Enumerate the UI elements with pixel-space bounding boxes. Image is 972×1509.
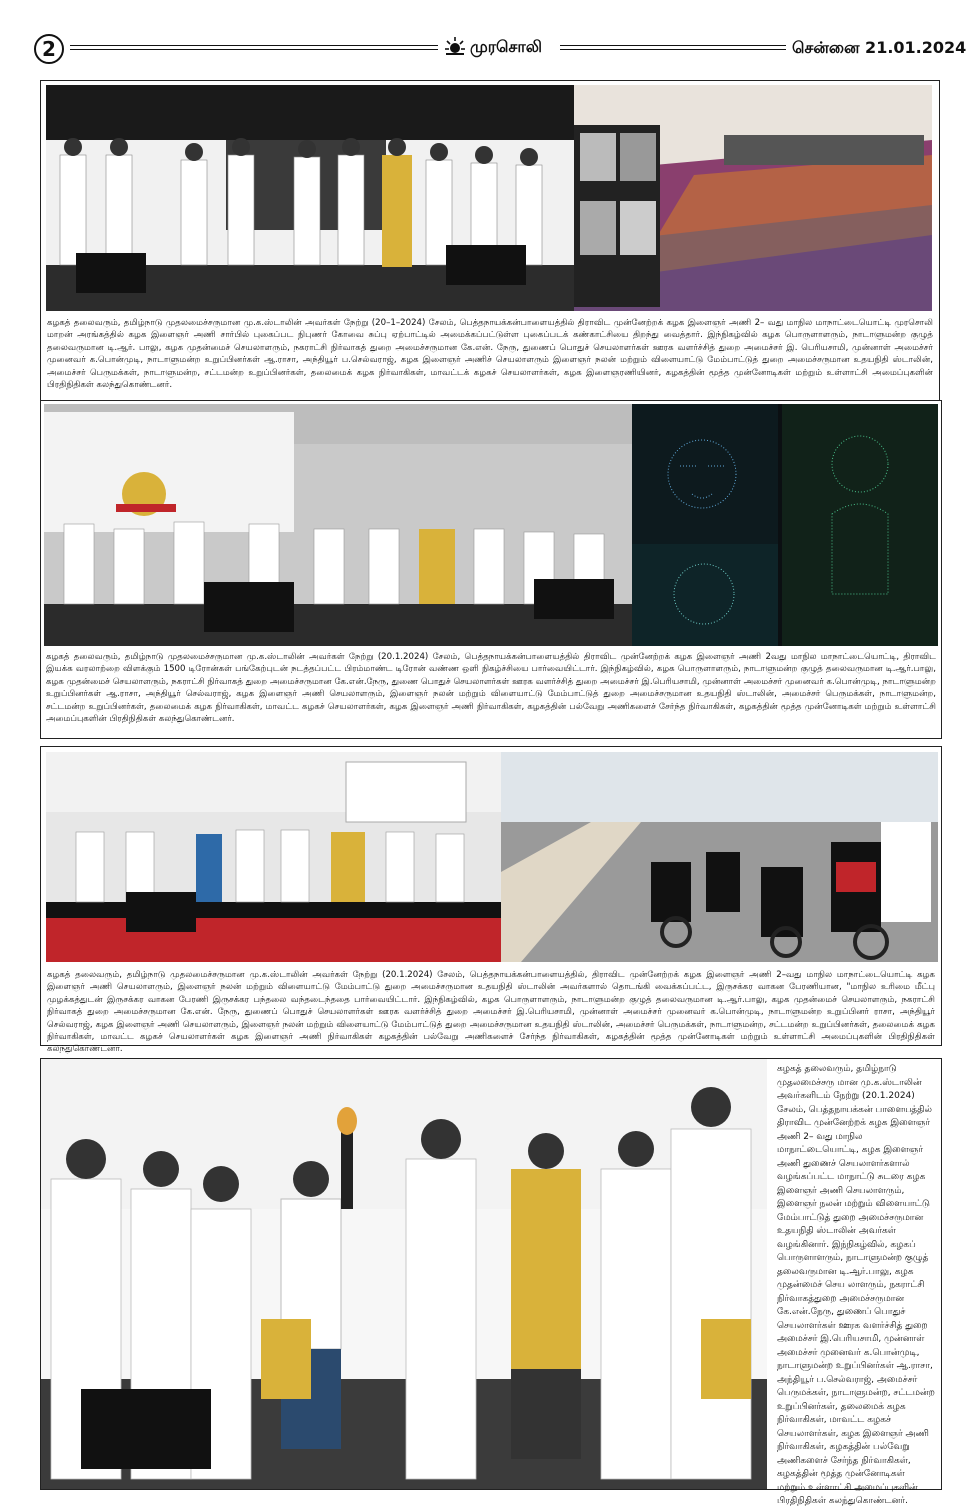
story-panel-1 bbox=[40, 80, 940, 402]
photo-drone-show bbox=[632, 404, 938, 646]
story-caption-3: கழகத் தலைவரும், தமிழ்நாடு முதலமைச்சருமான மு.க.ஸ்டாலின் அவர்கள் நேற்று (20.1.2024) சேலம், பெத்தநாயக்கன்பாளையத்தில், திராவிட முன்னேற்றக் கழக இளைஞர் அணி 2–வது மாநில மாநாட்டையொட்டி கழக இளைஞர் அணி செயலாளரும், இளைஞர் நலன் மற்றும் விளையாட்டு மேம்பாட்டு துறை அமைச்சருமான உதயநிதி ஸ்டாலின் அவர்களால் தொடங்கி வைக்கப்பட்ட, இருசக்கர வாகன பேரணியான, "மாநில உரிமை மீட்பு முழக்கத்துடன் இருசக்கர வாகன பேரணி இருசக்கர பந்தலை வந்தடைந்ததை பார்வையிட்டார். இந்நிகழ்வில், கழக பொருளாளரும், நாடாளுமன்ற குழுத் தலைவருமான டி.ஆர்.பாலு, கழக முதன்மைச் செயலாளரும், நகராட்சி நிர்வாகத் துறை அமைச்சருமான கே.என். நேரு, துணைப் பொதுச் செயலாளர்கள் ஊரக வளர்ச்சித் துறை அமைச்சர் இ.பெரியசாமி, முன்னாள் அமைச்சர் முனைவர் க.பொன்முடி, நாடாளுமன்ற உறுப்பினர் ராசா, அந்தியூர் செல்வராஜ், கழக இளைஞர் அணி செயலாளரும், இளைஞர் நலன் மற்றும் விளையாட்டு மேம்பாட்டுத் துறை அமைச்சருமான உதயநிதி ஸ்டாலின், அமைச்சர் பெருமக்கள், நாடாளுமன்ற, சட்டமன்ற உறுப்பினர்கள், தலைமைக் கழக நிர்வாகிகள், மாவட்ட கழகச் செயலாளர்கள் கழக இளைஞர் அணி நிர்வாகிகள் கழகத்தின் பல்வேறு அணிகளைச் சேர்ந்த நிர்வாகிகள், கழகத்தின் மூத்த முன்னோடிகள் மற்றும் உள்ளாட்சி அமைப்புகளின் பிரதிநிதிகள் கலந்துகொண்டனர். bbox=[47, 970, 935, 1055]
page-number: 2 bbox=[34, 34, 64, 64]
photo-seated-leaders bbox=[44, 404, 632, 646]
photo-stage-audience bbox=[46, 752, 501, 962]
story-panel-2 bbox=[40, 400, 942, 739]
brand bbox=[444, 36, 556, 60]
masthead-rule-right bbox=[560, 45, 786, 50]
brand-name: முரசொலி bbox=[470, 37, 542, 56]
photo-exhibition-hall bbox=[574, 85, 932, 311]
masthead-rule-left bbox=[70, 45, 438, 50]
masthead bbox=[20, 34, 967, 66]
story-caption-4: கழகத் தலைவரும், தமிழ்நாடு முதலமைச்சரு மான மு.க.ஸ்டாலின் அவர்களிடம் நேற்று (20.1.2024) சேலம், பெத்தநாயக்கன் பாளையத்தில் திராவிட முன்னேற்றக் கழக இளைஞர் அணி 2– வது மாநில மாநாட்டையொட்டி, கழக இளைஞர் அணி துணைச் செயலாளர்களால் வழங்கப்பட்ட மாநாட்டு சுடரை கழக இளைஞர் அணி செயலாளரும், இளைஞர் நலன் மற்றும் விளையாட்டு மேம்பாட்டுத் துறை அமைச்சருமான உதயநிதி ஸ்டாலின் அவர்கள் வழங்கினார். இந்நிகழ்வில், கழகப் பொருளாளரும், நாடாளுமன்ற குழுத் தலைவருமான டி.ஆர்.பாலு, கழக முதன்மைச் செய லாளரும், நகராட்சி நிர்வாகத்துறை அமைச்சருமான கே.என்.நேரு, துணைப் பொதுச் செயலாளர்கள் ஊரக வளர்ச்சித் துறை அமைச்சர் இ.பெரியசாமி, முன்னாள் அமைச்சர் முனைவர் க.பொன்முடி, நாடாளுமன்ற உறுப்பினர்கள் ஆ.ராசா, அந்தியூர் ப.செல்வராஜ், அமைச்சர் பெருமக்கள், நாடாளுமன்ற, சட்டமன்ற உறுப்பினர்கள், தலைமைக் கழக நிர்வாகிகள், மாவட்ட கழகச் செயலாளர்கள், கழக இளைஞர் அணி நிர்வாகிகள், கழகத்தின் பல்வேறு அணிகளைச் சேர்ந்த நிர்வாகிகள், கழகத்தின் மூத்த முன்னோடிகள் மற்றும் உள்ளாட்சி அமைப்புகளின் பிரதிநிதிகள் கலந்துகொண்டனர். bbox=[777, 1064, 935, 1506]
story-caption-1: கழகத் தலைவரும், தமிழ்நாடு முதலமைச்சருமான மு.க.ஸ்டாலின் அவர்கள் நேற்று (20–1–2024) சேலம், பெத்தநாயக்கன்பாளையத்தில் திராவிட முன்னேற்றக் கழக இளைஞர் அணி 2– வது மாநில மாநாட்டையொட்டி முரசொலி மாறன் அரங்கத்தில் கழக இளைஞர் அணி சார்பில் புகைப்பட நிபுணர் கோவை சுப்பு ஏற்பாட்டில் அமைக்கப்பட்டுள்ள புகைப்படக் கண்காட்சியை திறந்து வைத்தார். இந்நிகழ்வில் கழக பொருளாளரும், நாடாளுமன்ற குழுத் தலைவருமான டி.ஆர். பாலு, கழக முதன்மைச் செயலாளரும், நகராட்சி நிர்வாகத் துறை அமைச்சருமான கே.என். நேரு, துணைப் பொதுச் செயலாளர்கள் ஊரக வளர்ச்சித் துறை அமைச்சர் இ. பெரியசாமி, முன்னாள் அமைச்சர் முனைவர் க.பொன்முடி, நாடாளுமன்ற உறுப்பினர்கள் ஆ.ராசா, அந்தியூர் ப.செல்வராஜ், கழக இளைஞர் அணிச் செயலாளரும் இளைஞர் நலன் மற்றும் விளையாட்டு மேம்பாட்டுத் துறை அமைச்சருமான உதயநிதி ஸ்டாலின், அமைச்சர் பெருமக்கள், நாடாளுமன்ற, சட்டமன்ற உறுப்பினர்கள், தலைமைக் கழக நிர்வாகிகள், மாவட்டக் கழகச் செயலாளர்கள், கழக இளைஞரணியினர், கழகத்தின் மூத்த முன்னோடிகள் மற்றும் உள்ளாட்சி அமைப்புகளின் பிரதிநிதிகள் கலந்துகொண்டனர். bbox=[47, 318, 933, 391]
dateline: சென்னை 21.01.2024 bbox=[792, 38, 967, 57]
story-panel-4 bbox=[40, 1058, 942, 1506]
story-panel-3 bbox=[40, 746, 942, 1055]
photo-bike-rally bbox=[501, 752, 938, 962]
photo-stage-leaders bbox=[46, 85, 574, 311]
rising-sun-logo-icon bbox=[444, 36, 466, 58]
story-caption-2: கழகத் தலைவரும், தமிழ்நாடு முதலமைச்சருமான மு.க.ஸ்டாலின் அவர்கள் நேற்று (20.1.2024) சேலம், பெத்தநாயக்கன்பாளையத்தில் திராவிட முன்னேற்றக் கழக இளைஞர் அணி 2வது மாநில மாநாட்டையொட்டி, திராவிட இயக்க வரலாற்றை விளக்கும் 1500 டிரோன்கள் பங்கேற்புடன் நடத்தப்பட்ட பிரம்மாண்ட டிரோன் வண்ண ஒளி நிகழ்ச்சியை பார்வையிட்டார். இந்நிகழ்வில், கழக பொருளாளரும், நாடாளுமன்ற குழுத் தலைவருமான டி.ஆர்.பாலு, கழக முதன்மைச் செயலாளரும், நகராட்சி நிர்வாகத் துறை அமைச்சருமான கே.என்.நேரு, துணை பொதுச் செயலாளர்கள் ஊரக வளர்ச்சித் துறை அமைச்சர் இ.பெரியசாமி, முன்னாள் அமைச்சர் முனைவர் க.பொன்முடி, நாடாளுமன்ற உறுப்பினர்கள் ஆ.ராசா, அந்தியூர் செல்வராஜ், கழக இளைஞர் அணி செயலாளரும், இளைஞர் நலன் மற்றும் விளையாட்டு மேம்பாட்டுத் துறை அமைச்சருமான உதயநிதி ஸ்டாலின், அமைச்சர் பெருமக்கள், நாடாளுமன்ற, சட்டமன்ற உறுப்பினர்கள், தலைமைக் கழக நிர்வாகிகள், மாவட்ட கழகச் செயலாளர்கள், கழக இளைஞர் அணி நிர்வாகிகள், கழகத்தின் பல்வேறு அணிகளைச் சேர்ந்த நிர்வாகிகள், கழகத்தின் மூத்த முன்னோடிகள் மற்றும் உள்ளாட்சி அமைப்புகளின் பிரதிநிதிகள் கலந்துகொண்டனர். bbox=[46, 652, 936, 725]
photo-torch-handover bbox=[41, 1059, 767, 1489]
